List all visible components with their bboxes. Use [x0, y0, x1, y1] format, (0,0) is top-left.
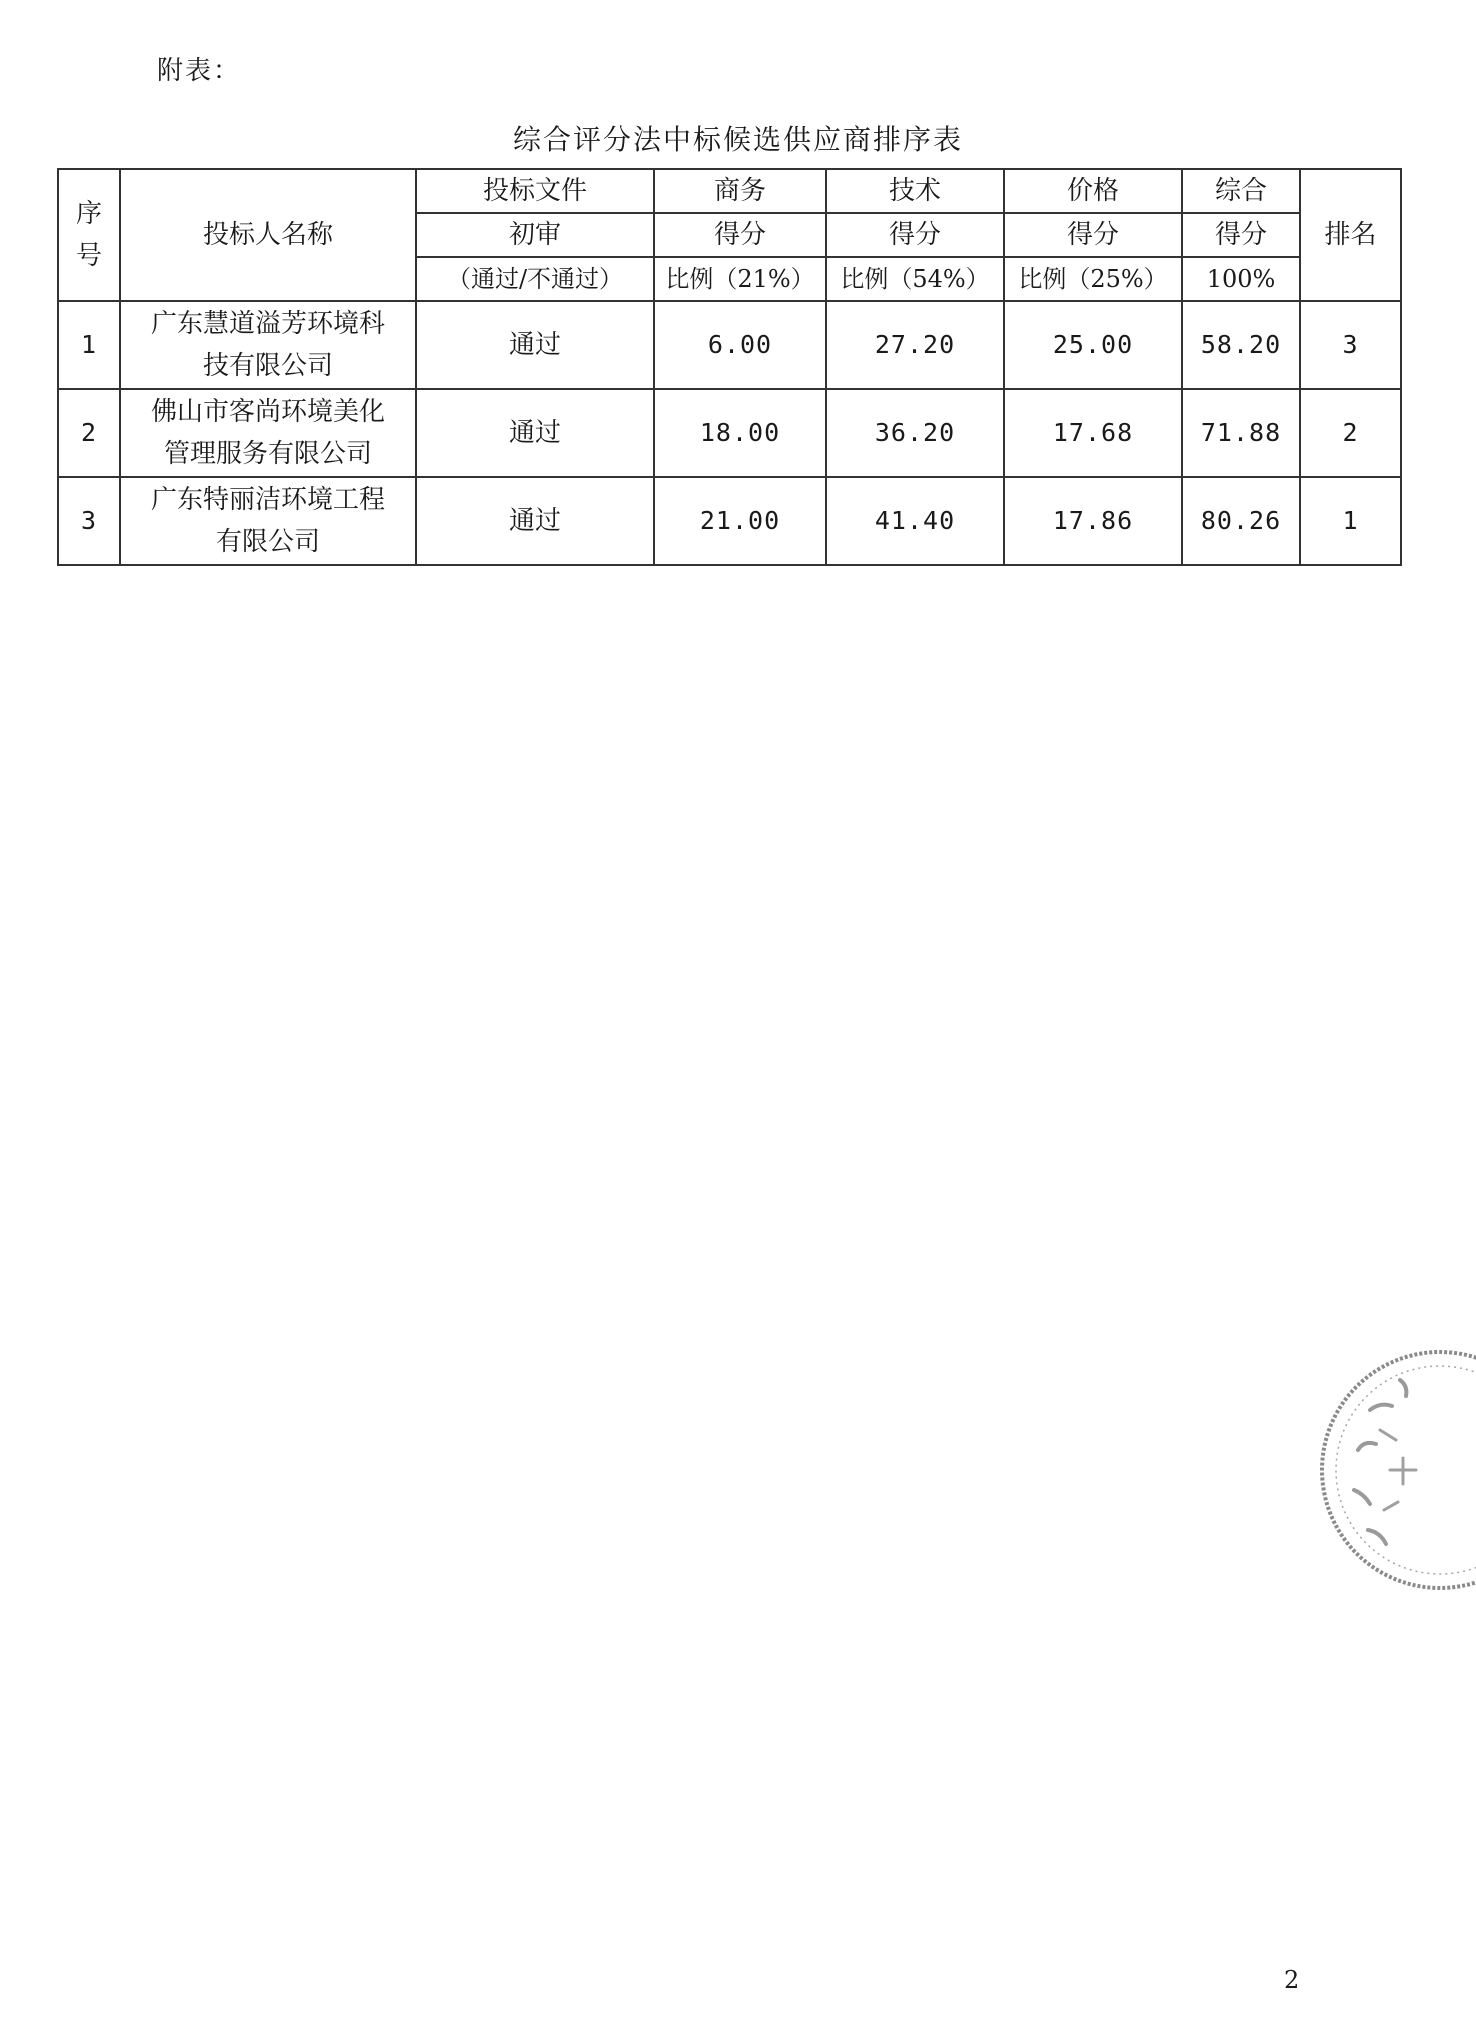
- cell-seq: 3: [58, 477, 120, 565]
- table-row: [58, 301, 1401, 389]
- cell-review: 通过: [416, 301, 654, 389]
- header-seq: 序 号: [58, 169, 120, 301]
- cell-price: 17.68: [1004, 389, 1182, 477]
- header-business: 商务: [654, 169, 826, 213]
- ranking-table: [57, 168, 1402, 566]
- header-review: 投标文件: [416, 169, 654, 213]
- header-technical-line2: 得分: [826, 213, 1004, 257]
- header-technical: 技术: [826, 169, 1004, 213]
- header-review-line3: （通过/不通过）: [416, 257, 654, 301]
- cell-rank: 3: [1300, 301, 1401, 389]
- header-technical-ratio: 比例（54%）: [826, 257, 1004, 301]
- stamp-seal-icon: [1310, 1340, 1476, 1600]
- cell-price: 17.86: [1004, 477, 1182, 565]
- header-overall-ratio: 100%: [1182, 257, 1300, 301]
- header-overall-line2: 得分: [1182, 213, 1300, 257]
- cell-bidder: 佛山市客尚环境美化 管理服务有限公司: [120, 389, 416, 477]
- cell-bidder: 广东慧道溢芳环境科 技有限公司: [120, 301, 416, 389]
- header-price-ratio: 比例（25%）: [1004, 257, 1182, 301]
- cell-business: 18.00: [654, 389, 826, 477]
- cell-overall: 71.88: [1182, 389, 1300, 477]
- cell-review: 通过: [416, 477, 654, 565]
- cell-business: 21.00: [654, 477, 826, 565]
- cell-seq: 1: [58, 301, 120, 389]
- cell-overall: 58.20: [1182, 301, 1300, 389]
- cell-price: 25.00: [1004, 301, 1182, 389]
- cell-rank: 1: [1300, 477, 1401, 565]
- cell-rank: 2: [1300, 389, 1401, 477]
- header-business-ratio: 比例（21%）: [654, 257, 826, 301]
- cell-business: 6.00: [654, 301, 826, 389]
- header-rank: 排名: [1300, 169, 1401, 301]
- cell-review: 通过: [416, 389, 654, 477]
- table-title: 综合评分法中标候选供应商排序表: [512, 123, 963, 156]
- cell-technical: 36.20: [826, 389, 1004, 477]
- header-bidder: 投标人名称: [120, 169, 416, 301]
- cell-seq: 2: [58, 389, 120, 477]
- header-review-line2: 初审: [416, 213, 654, 257]
- cell-technical: 41.40: [826, 477, 1004, 565]
- header-price-line2: 得分: [1004, 213, 1182, 257]
- table-row: [58, 477, 1401, 565]
- header-overall: 综合: [1182, 169, 1300, 213]
- cell-technical: 27.20: [826, 301, 1004, 389]
- header-price: 价格: [1004, 169, 1182, 213]
- page-number: 2: [1284, 1966, 1300, 1994]
- attachment-label: 附表：: [157, 56, 242, 86]
- header-business-line2: 得分: [654, 213, 826, 257]
- cell-bidder: 广东特丽洁环境工程 有限公司: [120, 477, 416, 565]
- cell-overall: 80.26: [1182, 477, 1300, 565]
- table-row: [58, 389, 1401, 477]
